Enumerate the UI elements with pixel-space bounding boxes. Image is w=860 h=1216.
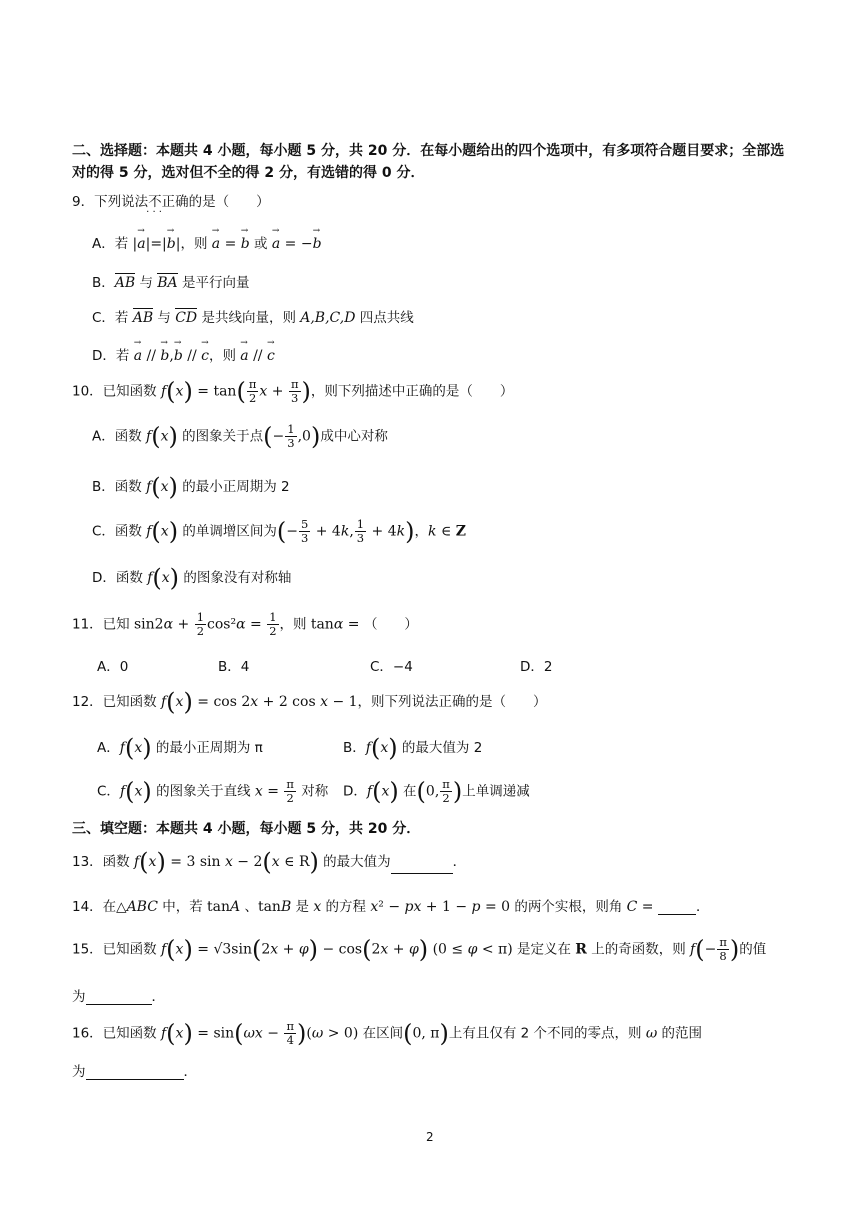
question-10-stem: 10．已知函数 f(x) = tan( $\frac{\pi}{2}$ x + $\frac{\pi}{3}$ )，则下列描述中正确的是（ ） (72, 377, 514, 406)
question-11-stem: 11．已知 sin2α + $\frac{1}{2}$ cos²α = $\frac{1}{2}$ ，则 tanα = （ ） (72, 610, 418, 638)
section-3-header: 三、填空题：本题共 4 小题，每小题 5 分，共 20 分． (72, 821, 421, 837)
question-12-option-c: C．f(x) 的图象关于直线 x = $\frac{\pi}{2}$ 对称 (97, 777, 329, 806)
question-10-option-c: C．函数 f(x) 的单调增区间为(− $\frac{5}{3}$ + 4k, $\frac{1}{3}$ + 4k)，k ∈ Z (92, 517, 466, 546)
question-9-option-c: C．若 AB 与 CD 是共线向量，则 A,B,C,D 四点共线 (92, 310, 414, 326)
question-16-line-1: 16．已知函数 f(x) = sin(ωx − $\frac{\pi}{4}$ )(ω > 0) 在区间(0, π)上有且仅有 2 个不同的零点，则 ω 的范围 (72, 1019, 703, 1048)
question-10-option-b: B．函数 f(x) 的最小正周期为 2 (92, 473, 290, 501)
question-11-option-b: B．4 (218, 659, 250, 675)
question-15-line-1: 15．已知函数 f(x) = √3sin(2x + φ) − cos(2x + φ) (0 ≤ φ < π) 是定义在 R 上的奇函数，则 f(− $\frac{\pi}{8}$ )的值 (72, 935, 767, 964)
question-12-option-d: D．f(x) 在(0, $\frac{\pi}{2}$ )上单调递减 (343, 777, 530, 806)
question-12-option-a: A．f(x) 的最小正周期为 π (97, 734, 263, 762)
question-13: 13．函数 f(x) = 3 sin x − 2(x ∈ R) 的最大值为 ． (72, 848, 467, 876)
question-12-stem: 12．已知函数 f(x) = cos 2x + 2 cos x − 1，则下列说法正确的是（ ） (72, 688, 547, 716)
page-number: 2 (426, 1130, 434, 1144)
question-10-option-a: A．函数 f(x) 的图象关于点(− $\frac{1}{3}$ ,0)成中心对称 (92, 422, 388, 451)
question-11-option-c: C．−4 (370, 659, 413, 675)
question-11-option-d: D．2 (520, 659, 553, 675)
question-9-option-d: D．若 → a // → b,→ b // → c，则 → a // → c (92, 344, 275, 364)
question-10-option-d: D．函数 f(x) 的图象没有对称轴 (92, 564, 292, 592)
question-12-option-b: B．f(x) 的最大值为 2 (343, 734, 483, 762)
question-11-option-a: A．0 (97, 659, 129, 675)
section-2-text: 二、选择题：本题共 4 小题，每小题 5 分，共 20 分．在每小题给出的四个选项中，有多项符合题目要求；全部选对的得 5 分，选对但不全的得 2 分，有选错的得 0 分． (72, 143, 785, 181)
question-9-option-a: A．若 |→ a|=|→ b|，则 → a = → b 或 → a = −→ b (92, 232, 322, 252)
question-9-option-b: B．AB 与 BA 是平行向量 (92, 275, 250, 291)
question-16-line-2: 为 ． (72, 1064, 197, 1080)
question-14: 14．在△ABC 中，若 tanA 、tanB 是 x 的方程 x² − px + 1 − p = 0 的两个实根，则角 C = ． (72, 899, 710, 915)
section-2-header (72, 140, 792, 184)
question-15-line-2: 为 ． (72, 989, 165, 1005)
question-9-stem: 9．下列说法不正确 · · ·的是（ ） (72, 190, 270, 210)
